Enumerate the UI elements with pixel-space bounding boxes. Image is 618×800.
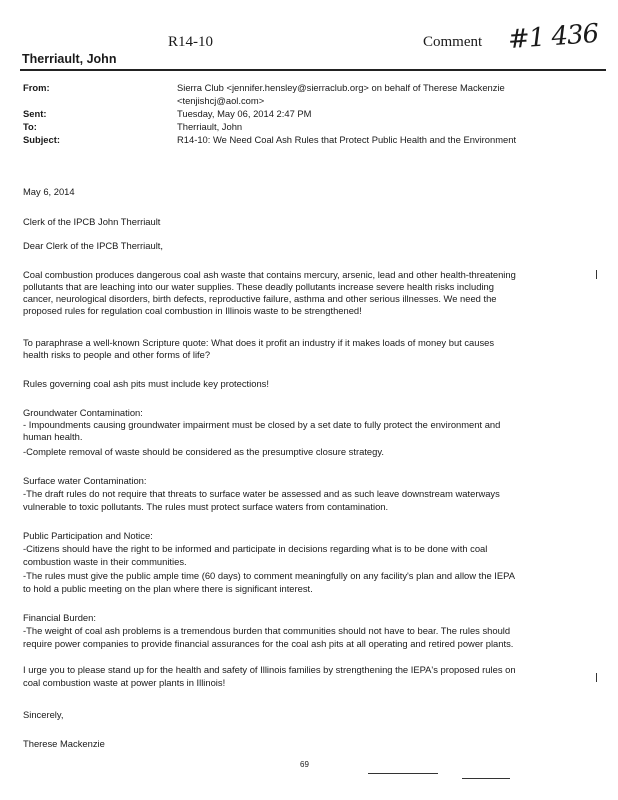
header-divider [20, 69, 606, 71]
from-value: Sierra Club <jennifer.hensley@sierraclub.org> on behalf of Therese Mackenzie [177, 82, 505, 93]
scan-artifact [462, 778, 510, 779]
paragraph-line: proposed rules for regulation coal combustion in Illinois waste to be strengthened! [23, 305, 362, 316]
section-heading-financial-burden: Financial Burden: [23, 612, 96, 623]
paragraph-line: cancer, neurological disorders, birth defects, reproductive failure, asthma and other serious illnesses. We need the [23, 293, 497, 304]
paragraph-line: I urge you to please stand up for the health and safety of Illinois families by strengthening the IEPA's proposed rules on [23, 664, 516, 675]
page-number: 69 [300, 760, 309, 769]
paragraph-line: -The draft rules do not require that threats to surface water be assessed and as such leave downstream waterways [23, 488, 500, 499]
scan-artifact [596, 673, 597, 682]
paragraph-line: to hold a public meeting on the plan where there is significant interest. [23, 583, 313, 594]
signature-name: Therese Mackenzie [23, 738, 105, 749]
letter-date: May 6, 2014 [23, 186, 75, 197]
section-heading-public-participation: Public Participation and Notice: [23, 530, 153, 541]
paragraph-line: Coal combustion produces dangerous coal ash waste that contains mercury, arsenic, lead and other health-threatening [23, 269, 516, 280]
docket-number: R14-10 [168, 34, 213, 50]
paragraph-line: To paraphrase a well-known Scripture quote: What does it profit an industry if it makes loads of money but causes [23, 337, 495, 348]
section-heading-groundwater: Groundwater Contamination: [23, 407, 143, 418]
paragraph-line: human health. [23, 431, 83, 442]
paragraph-line: coal combustion waste at power plants in Illinois! [23, 677, 226, 688]
paragraph-line: require power companies to provide financial assurances for the coal ash pits at all operating and retired power plants. [23, 638, 514, 649]
paragraph-line: combustion waste in their communities. [23, 556, 187, 567]
from-value-email: <tenjishcj@aol.com> [177, 95, 265, 106]
to-value: Therriault, John [177, 121, 243, 132]
sign-off: Sincerely, [23, 709, 64, 720]
scan-artifact [596, 270, 597, 279]
addressee: Clerk of the IPCB John Therriault [23, 216, 161, 227]
comment-label: Comment [423, 34, 483, 50]
section-heading-surface-water: Surface water Contamination: [23, 475, 147, 486]
paragraph-line: -Complete removal of waste should be considered as the presumptive closure strategy. [23, 446, 384, 457]
sent-value: Tuesday, May 06, 2014 2:47 PM [177, 108, 312, 119]
paragraph-line: Rules governing coal ash pits must include key protections! [23, 378, 269, 389]
sent-label: Sent: [23, 108, 47, 119]
paragraph-line: health risks to people and other forms of life? [23, 349, 211, 360]
to-label: To: [23, 121, 37, 132]
subject-label: Subject: [23, 134, 60, 145]
salutation: Dear Clerk of the IPCB Therriault, [23, 240, 163, 251]
handwritten-comment-number: #1 436 [507, 18, 600, 56]
scan-artifact [368, 773, 438, 774]
paragraph-line: pollutants that are leaching into our water supplies. These deadly pollutants increase severe health risks including [23, 281, 494, 292]
paragraph-line: - Impoundments causing groundwater impairment must be closed by a set date to fully protect the environment and [23, 419, 501, 430]
paragraph-line: vulnerable to toxic pollutants. The rules must protect surface waters from contamination. [23, 501, 389, 512]
paragraph-line: -The weight of coal ash problems is a tremendous burden that communities should not have to bear. The rules should [23, 625, 511, 636]
subject-value: R14-10: We Need Coal Ash Rules that Protect Public Health and the Environment [177, 134, 517, 145]
from-label: From: [23, 82, 50, 93]
paragraph-line: -Citizens should have the right to be informed and participate in decisions regarding what is to be done with coal [23, 543, 488, 554]
recipient-name-header: Therriault, John [22, 52, 117, 66]
paragraph-line: -The rules must give the public ample time (60 days) to comment meaningfully on any facility's plan and allow the IEPA [23, 570, 515, 581]
